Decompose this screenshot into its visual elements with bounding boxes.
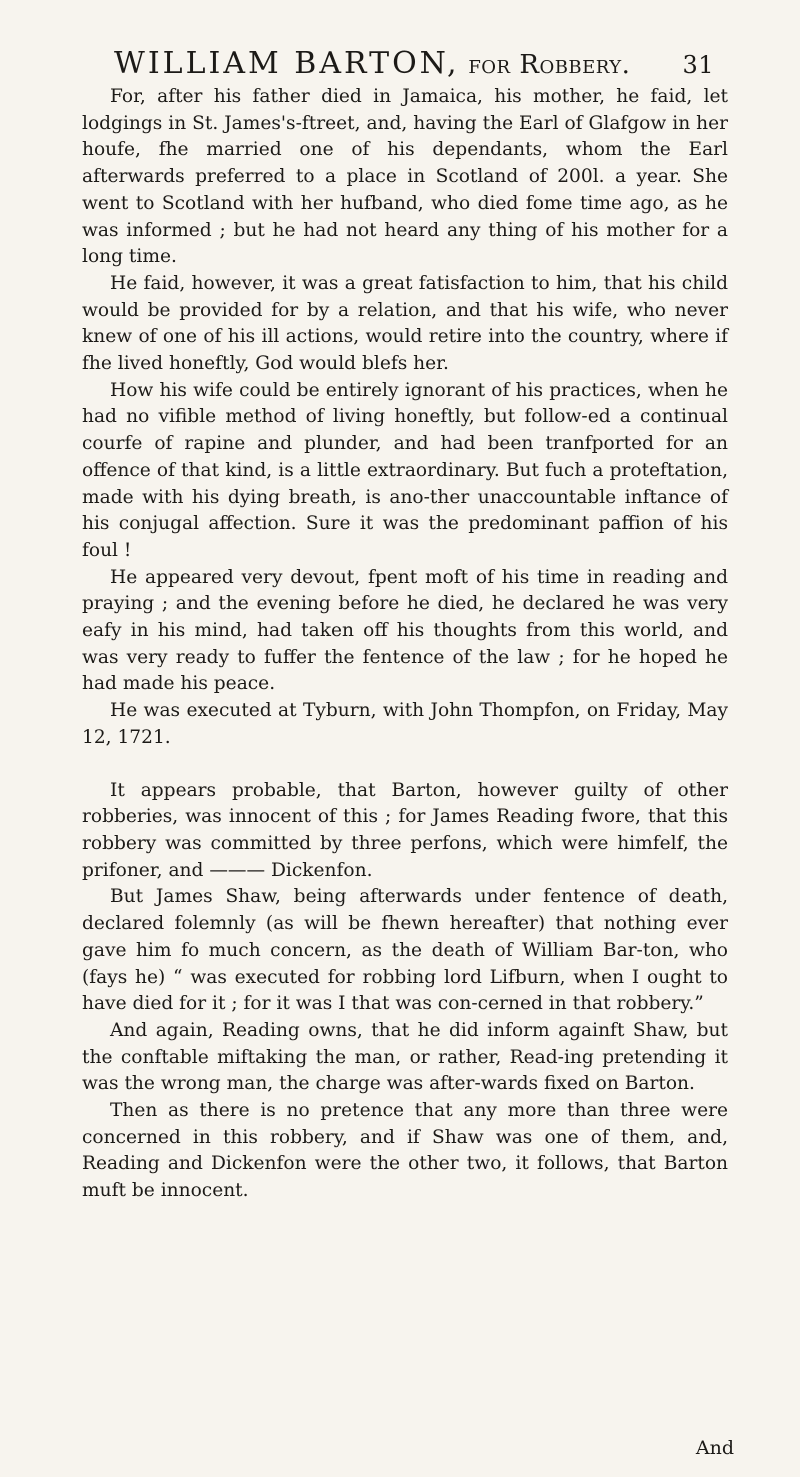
paragraph: Then as there is no pretence that any more than three were concerned in this robbery, and if Shaw was one of them, and, Reading and Dickenfon were the other two, it follows, that Barton muft be innocent. <box>82 1100 728 1202</box>
paragraph: For, after his father died in Jamaica, his mother, he faid, let lodgings in St. James's-ftreet, and, having the Earl of Glafgow in her houfe, fhe married one of his dependants, whom the Earl afterwards preferred to a place in Scotland of 200l. a year. She went to Scotland with her hufband, who died fome time ago, as he was informed ; but he had not heard any thing of his mother for a long time. <box>82 86 728 268</box>
header-name: WILLIAM BARTON, <box>114 46 460 81</box>
paragraph: He faid, however, it was a great fatisfaction to him, that his child would be provided for by a relation, and that his wife, who never knew of one of his ill actions, would retire into the country, where if fhe lived honeftly, God would blefs her. <box>82 272 728 375</box>
page-number: 31 <box>682 51 714 79</box>
running-head-title <box>114 46 630 81</box>
paragraph: How his wife could be entirely ignorant of his practices, when he had no vifible method of living honeftly, but follow-ed a continual courfe of rapine and plunder, and had been tranfported for an offence of that kind, is a little extraordinary. But fuch a proteftation, made with his dying breath, is ano-ther unaccountable inftance of his conjugal affection. Sure it was the predominant paffion of his foul ! <box>82 379 728 561</box>
catchword: And <box>695 1437 734 1459</box>
paragraph: But James Shaw, being afterwards under fentence of death, declared folemnly (as will be fhewn hereafter) that nothing ever gave him fo much concern, as the death of William Bar-ton, who (fays he) “ was executed for robbing lord Lifburn, when I ought to have died for it ; for it was I that was con-cerned in that robbery.” <box>82 886 728 1015</box>
running-header <box>114 46 714 81</box>
paragraph: And again, Reading owns, that he did inform againft Shaw, but the conftable miftaking the man, or rather, Read-ing pretending it was the wrong man, the charge was after-wards fixed on Barton. <box>82 1019 728 1095</box>
paragraph: It appears probable, that Barton, however guilty of other robberies, was innocent of this ; for James Reading fwore, that this robbery was committed by three perfons, which were himfelf, the prifoner, and ——— Dickenfon. <box>82 779 728 881</box>
paragraph: He was executed at Tyburn, with John Thompfon, on Friday, May 12, 1721. <box>82 700 728 748</box>
page-body <box>82 84 728 1205</box>
paragraph: He appeared very devout, fpent moft of his time in reading and praying ; and the evening before he died, he declared he was very eafy in his mind, had taken off his thoughts from this world, and was very ready to fuffer the fentence of the law ; for he hoped he had made his peace. <box>82 566 728 695</box>
header-subject: for Robbery. <box>468 50 631 80</box>
